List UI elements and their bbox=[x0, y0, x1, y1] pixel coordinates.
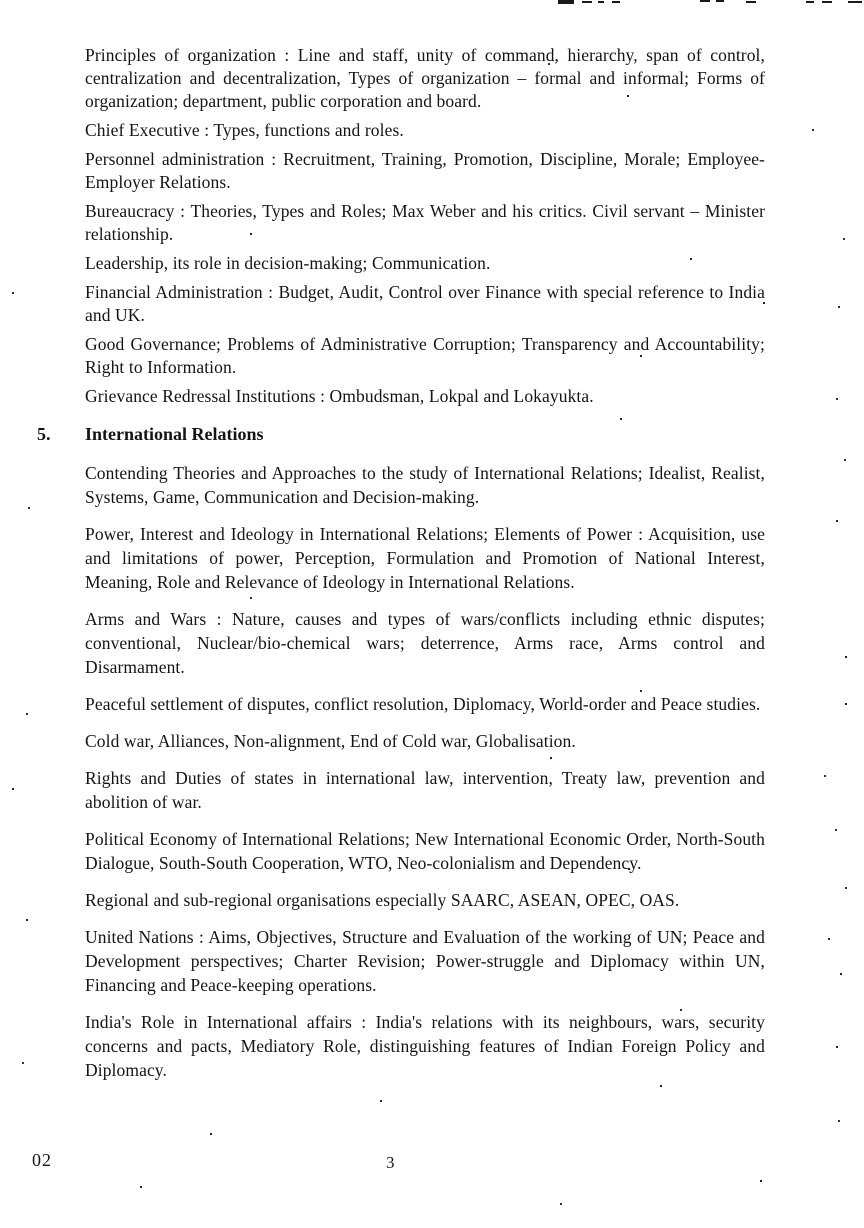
scan-dash bbox=[612, 1, 620, 3]
scan-dash bbox=[746, 1, 756, 3]
paragraph: Cold war, Alliances, Non-alignment, End of Cold war, Globalisation. bbox=[85, 731, 576, 751]
scan-dash bbox=[700, 0, 710, 2]
page-number: 3 bbox=[386, 1153, 395, 1172]
paragraph: United Nations : Aims, Objectives, Structure and Evaluation of the working of UN; Peace and Development perspectives; Charter Revision; Power-struggle and Diplomacy within UN, Financing and Peace-keeping operations. bbox=[85, 927, 765, 995]
paragraph: Contending Theories and Approaches to the study of International Relations; Idealist, Realist, Systems, Game, Communication and Decision-making. bbox=[85, 463, 765, 507]
paragraph: India's Role in International affairs : India's relations with its neighbours, wars, security concerns and pacts, Mediatory Role, distinguishing features of Indian Foreign Policy and Diplomacy. bbox=[85, 1012, 765, 1080]
paragraph: Peaceful settlement of disputes, conflict resolution, Diplomacy, World-order and Peace studies. bbox=[85, 694, 761, 714]
paragraph: Grievance Redressal Institutions : Ombudsman, Lokpal and Lokayukta. bbox=[85, 386, 594, 406]
scan-dash bbox=[558, 0, 574, 4]
paragraph: Regional and sub-regional organisations especially SAARC, ASEAN, OPEC, OAS. bbox=[85, 890, 680, 910]
scan-dash bbox=[848, 1, 862, 3]
scan-dash bbox=[598, 1, 604, 3]
paragraph: Power, Interest and Ideology in International Relations; Elements of Power : Acquisition, use and limitations of power, Perception, Formulation and Promotion of National Interest, Meaning, Role and Relevance of Ideology in International Relations. bbox=[85, 524, 765, 592]
section-number: 5. bbox=[37, 424, 51, 444]
scan-noise-specks bbox=[0, 0, 2, 2]
paragraph: Political Economy of International Relations; New International Economic Order, North-South Dialogue, South-South Cooperation, WTO, Neo-colonialism and Dependency. bbox=[85, 829, 765, 873]
paragraph: Financial Administration : Budget, Audit, Control over Finance with special reference to India and UK. bbox=[85, 282, 765, 325]
paragraph: Chief Executive : Types, functions and roles. bbox=[85, 120, 404, 140]
paragraph: Good Governance; Problems of Administrative Corruption; Transparency and Accountability; Right to Information. bbox=[85, 334, 765, 377]
paragraph: Rights and Duties of states in international law, intervention, Treaty law, prevention and abolition of war. bbox=[85, 768, 765, 812]
section-public-administration bbox=[85, 44, 765, 408]
paragraph: Arms and Wars : Nature, causes and types of wars/conflicts including ethnic disputes; conventional, Nuclear/bio-chemical wars; deterrence, Arms race, Arms control and Disarmament. bbox=[85, 609, 765, 677]
paragraph: Principles of organization : Line and staff, unity of command, hierarchy, span of control, centralization and decentralization, Types of organization – formal and informal; Forms of organization; department, public corporation and board. bbox=[85, 45, 765, 111]
section-international-relations bbox=[37, 422, 765, 1082]
section-heading bbox=[37, 422, 765, 446]
paragraph: Personnel administration : Recruitment, Training, Promotion, Discipline, Morale; Employee-Employer Relations. bbox=[85, 149, 765, 192]
scan-dash bbox=[822, 1, 832, 3]
scan-dash bbox=[582, 1, 592, 3]
scan-dash bbox=[716, 0, 724, 2]
section-title: International Relations bbox=[85, 424, 264, 444]
paragraph: Leadership, its role in decision-making; Communication. bbox=[85, 253, 491, 273]
scan-dash bbox=[806, 1, 814, 3]
footer-code: 02 bbox=[32, 1150, 52, 1170]
document-body bbox=[37, 44, 765, 1095]
paragraph: Bureaucracy : Theories, Types and Roles; Max Weber and his critics. Civil servant – Minister relationship. bbox=[85, 201, 765, 244]
